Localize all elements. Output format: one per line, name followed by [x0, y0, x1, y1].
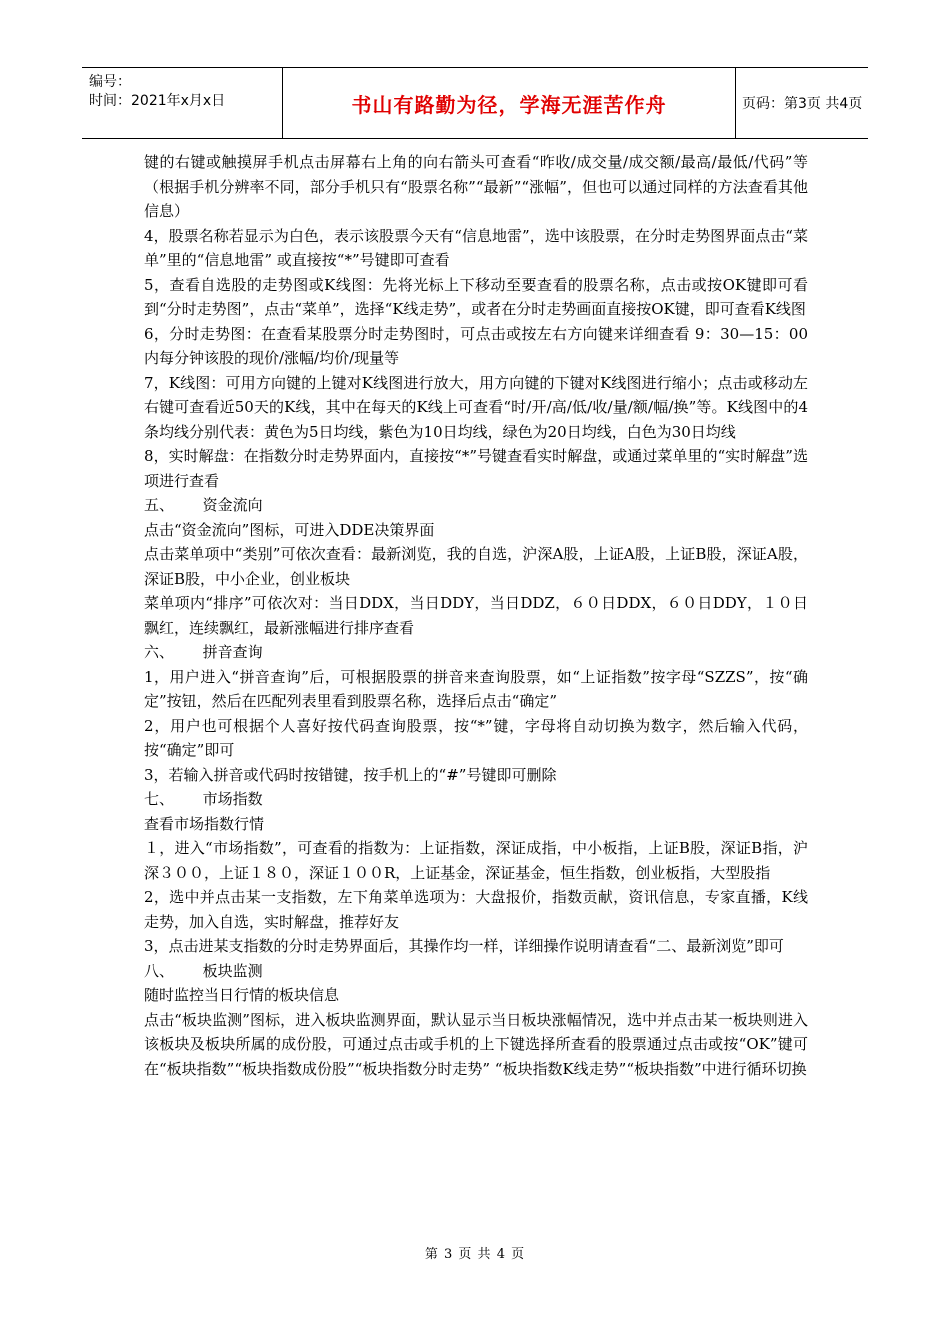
paragraph: 3，点击进某支指数的分时走势界面后，其操作均一样，详细操作说明请查看“二、最新浏览”即可	[144, 937, 784, 955]
paragraph: 5，查看自选股的走势图或K线图：先将光标上下移动至要查看的股票名称，点击或按OK键即可看到“分时走势图”，点击“菜单”，选择“K线走势”，或者在分时走势画面直接按OK键，即可查看K线图	[144, 275, 808, 318]
section-heading: 五、 资金流向	[144, 496, 263, 514]
paragraph: 4，股票名称若显示为白色，表示该股票今天有“信息地雷”，选中该股票，在分时走势图界面点击“菜单”里的“信息地雷” 或直接按“*”号键即可查看	[144, 226, 808, 269]
paragraph: 7，K线图：可用方向键的上键对K线图进行放大，用方向键的下键对K线图进行缩小；点击或移动左右键可查看近50天的K线，其中在每天的K线上可查看“时/开/高/低/收/量/额/幅/换”等。K线图中的4条均线分别代表：黄色为5日均线，紫色为10日均线，绿色为20日均线，白色为30日均线	[144, 373, 808, 441]
paragraph: 1，用户进入“拼音查询”后，可根据股票的拼音来查询股票，如“上证指数”按字母“SZZS”，按“确定”按钮，然后在匹配列表里看到股票名称，选择后点击“确定”	[144, 667, 808, 710]
header-meta	[82, 68, 282, 138]
paragraph: 随时监控当日行情的板块信息	[144, 986, 340, 1004]
paragraph: 键的右键或触摸屏手机点击屏幕右上角的向右箭头可查看“昨收/成交量/成交额/最高/最低/代码”等（根据手机分辨率不同，部分手机只有“股票名称”“最新”“涨幅”，但也可以通过同样的方法查看其他信息）	[144, 153, 808, 220]
paragraph: 3，若输入拼音或代码时按错键，按手机上的“#”号键即可删除	[144, 765, 557, 784]
paragraph: 8，实时解盘：在指数分时走势界面内，直接按“*”号键查看实时解盘，或通过菜单里的“实时解盘”选项进行查看	[144, 447, 808, 490]
section-heading: 八、 板块监测	[144, 961, 263, 980]
header-motto: 书山有路勤为径，学海无涯苦作舟	[351, 92, 667, 117]
paragraph: 查看市场指数行情	[144, 814, 265, 833]
section-heading: 七、 市场指数	[144, 790, 263, 808]
document-body	[144, 150, 808, 1081]
page-header	[82, 67, 868, 139]
section-heading: 六、 拼音查询	[144, 643, 263, 661]
paragraph: 点击“资金流向”图标，可进入DDE决策界面	[144, 520, 435, 539]
header-page-number: 页码：第3页 共4页	[742, 96, 863, 112]
header-motto-cell	[282, 68, 736, 138]
paragraph: 6，分时走势图：在查看某股票分时走势图时，可点击或按左右方向键来详细查看 9：30—15：00内每分钟该股的现价/涨幅/均价/现量等	[144, 324, 808, 367]
document-date-label: 时间：2021年x月x日	[89, 93, 226, 109]
paragraph: 菜单项内“排序”可依次对：当日DDX，当日DDY，当日DDZ，６０日DDX，６０日DDY，１０日飘红，连续飘红，最新涨幅进行排序查看	[144, 594, 808, 637]
paragraph: 点击“板块监测”图标，进入板块监测界面，默认显示当日板块涨幅情况，选中并点击某一板块则进入该板块及板块所属的成份股，可通过点击或手机的上下键选择所查看的股票通过点击或按“OK”键可在“板块指数”“板块指数成份股”“板块指数分时走势” “板块指数K线走势”“板块指数”中进行循环切换	[144, 1010, 808, 1078]
paragraph: １，进入“市场指数”，可查看的指数为：上证指数，深证成指，中小板指，上证B股，深证B指，沪深３００，上证１８０，深证１００R，上证基金，深证基金，恒生指数，创业板指，大型股指	[144, 839, 808, 882]
paragraph: 点击菜单项中“类别”可依次查看：最新浏览，我的自选，沪深A股，上证A股，上证B股，深证A股，深证B股，中小企业，创业板块	[144, 545, 808, 588]
paragraph: 2，用户也可根据个人喜好按代码查询股票，按“*”键，字母将自动切换为数字，然后输入代码，按“确定”即可	[144, 716, 808, 759]
page-footer: 第 3 页 共 4 页	[424, 1247, 526, 1262]
paragraph: 2，选中并点击某一支指数，左下角菜单选项为：大盘报价，指数贡献，资讯信息，专家直播，K线走势，加入自选，实时解盘，推荐好友	[144, 888, 808, 931]
document-code-label: 编号：	[89, 74, 131, 90]
